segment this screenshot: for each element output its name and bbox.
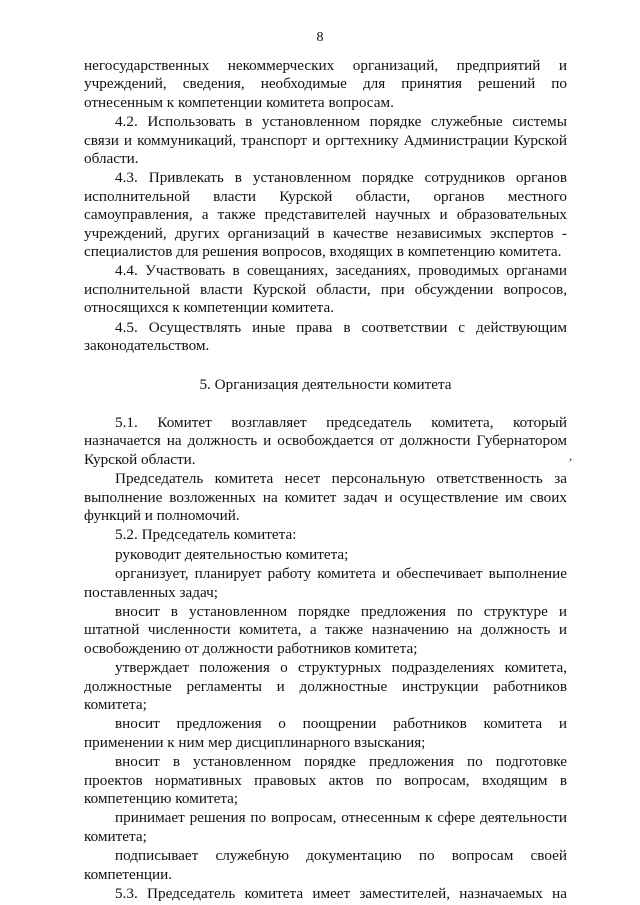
page-number: 8 [316, 30, 324, 45]
paragraph-continuation: негосударственных некоммерческих организаций, предприятий и учреждений, сведения, необходимые для принятия решений по отнесенным к компетенции комитета вопросам. [84, 57, 567, 111]
paragraph-5-2: 5.2. Председатель комитета: [115, 526, 297, 544]
list-item-signs-documents: подписывает служебную документацию по вопросам своей компетенции. [84, 847, 567, 883]
list-item-incentives: вносит предложения о поощрении работников комитета и применении к ним мер дисциплинарного взыскания; [84, 715, 567, 751]
list-item-decisions: принимает решения по вопросам, отнесенным к сфере деятельности комитета; [84, 809, 567, 845]
section-heading: 5. Организация деятельности комитета [199, 375, 452, 393]
paragraph-4-5: 4.5. Осуществлять иные права в соответствии с действующим законодательством. [84, 318, 567, 355]
paragraph-5-1: 5.1. Комитет возглавляет председатель комитета, который назначается на должность и освобождается от должности Губернатором Курской области. [84, 413, 567, 468]
document-body [84, 57, 567, 903]
stray-mark: , [569, 448, 573, 463]
paragraph-5-3: 5.3. Председатель комитета имеет заместителей, назначаемых на [115, 885, 567, 903]
list-item-manages: руководит деятельностью комитета; [115, 545, 349, 563]
list-item-structure-proposals: вносит в установленном порядке предложения по структуре и штатной численности комитета, а также назначению на должность и освобождению от должности работников комитета; [84, 602, 567, 657]
paragraph-4-2: 4.2. Использовать в установленном порядке служебные системы связи и коммуникаций, транспорт и оргтехнику Администрации Курской области. [84, 113, 567, 168]
paragraph-4-3: 4.3. Привлекать в установленном порядке сотрудников органов исполнительной власти Курской области, органов местного самоуправления, а также представителей научных и образовательных учреждений, других организаций в качестве независимых экспертов - специалистов для решения вопросов, входящих в компетенцию комитета. [84, 169, 567, 261]
paragraph-chair-responsibility: Председатель комитета несет персональную ответственность за выполнение возложенных на комитет задач и осуществление им своих функций и полномочий. [84, 470, 567, 524]
list-item-organizes: организует, планирует работу комитета и обеспечивает выполнение поставленных задач; [84, 565, 567, 601]
list-item-legal-acts: вносит в установленном порядке предложения по подготовке проектов нормативных правовых актов по вопросам, входящим в компетенцию комитета; [84, 753, 567, 808]
list-item-approves-regulations: утверждает положения о структурных подразделениях комитета, должностные регламенты и должностные инструкции работников комитета; [84, 659, 567, 713]
paragraph-4-4: 4.4. Участвовать в совещаниях, заседаниях, проводимых органами исполнительной власти Курской области, при обсуждении вопросов, относящихся к компетенции комитета. [84, 262, 567, 317]
